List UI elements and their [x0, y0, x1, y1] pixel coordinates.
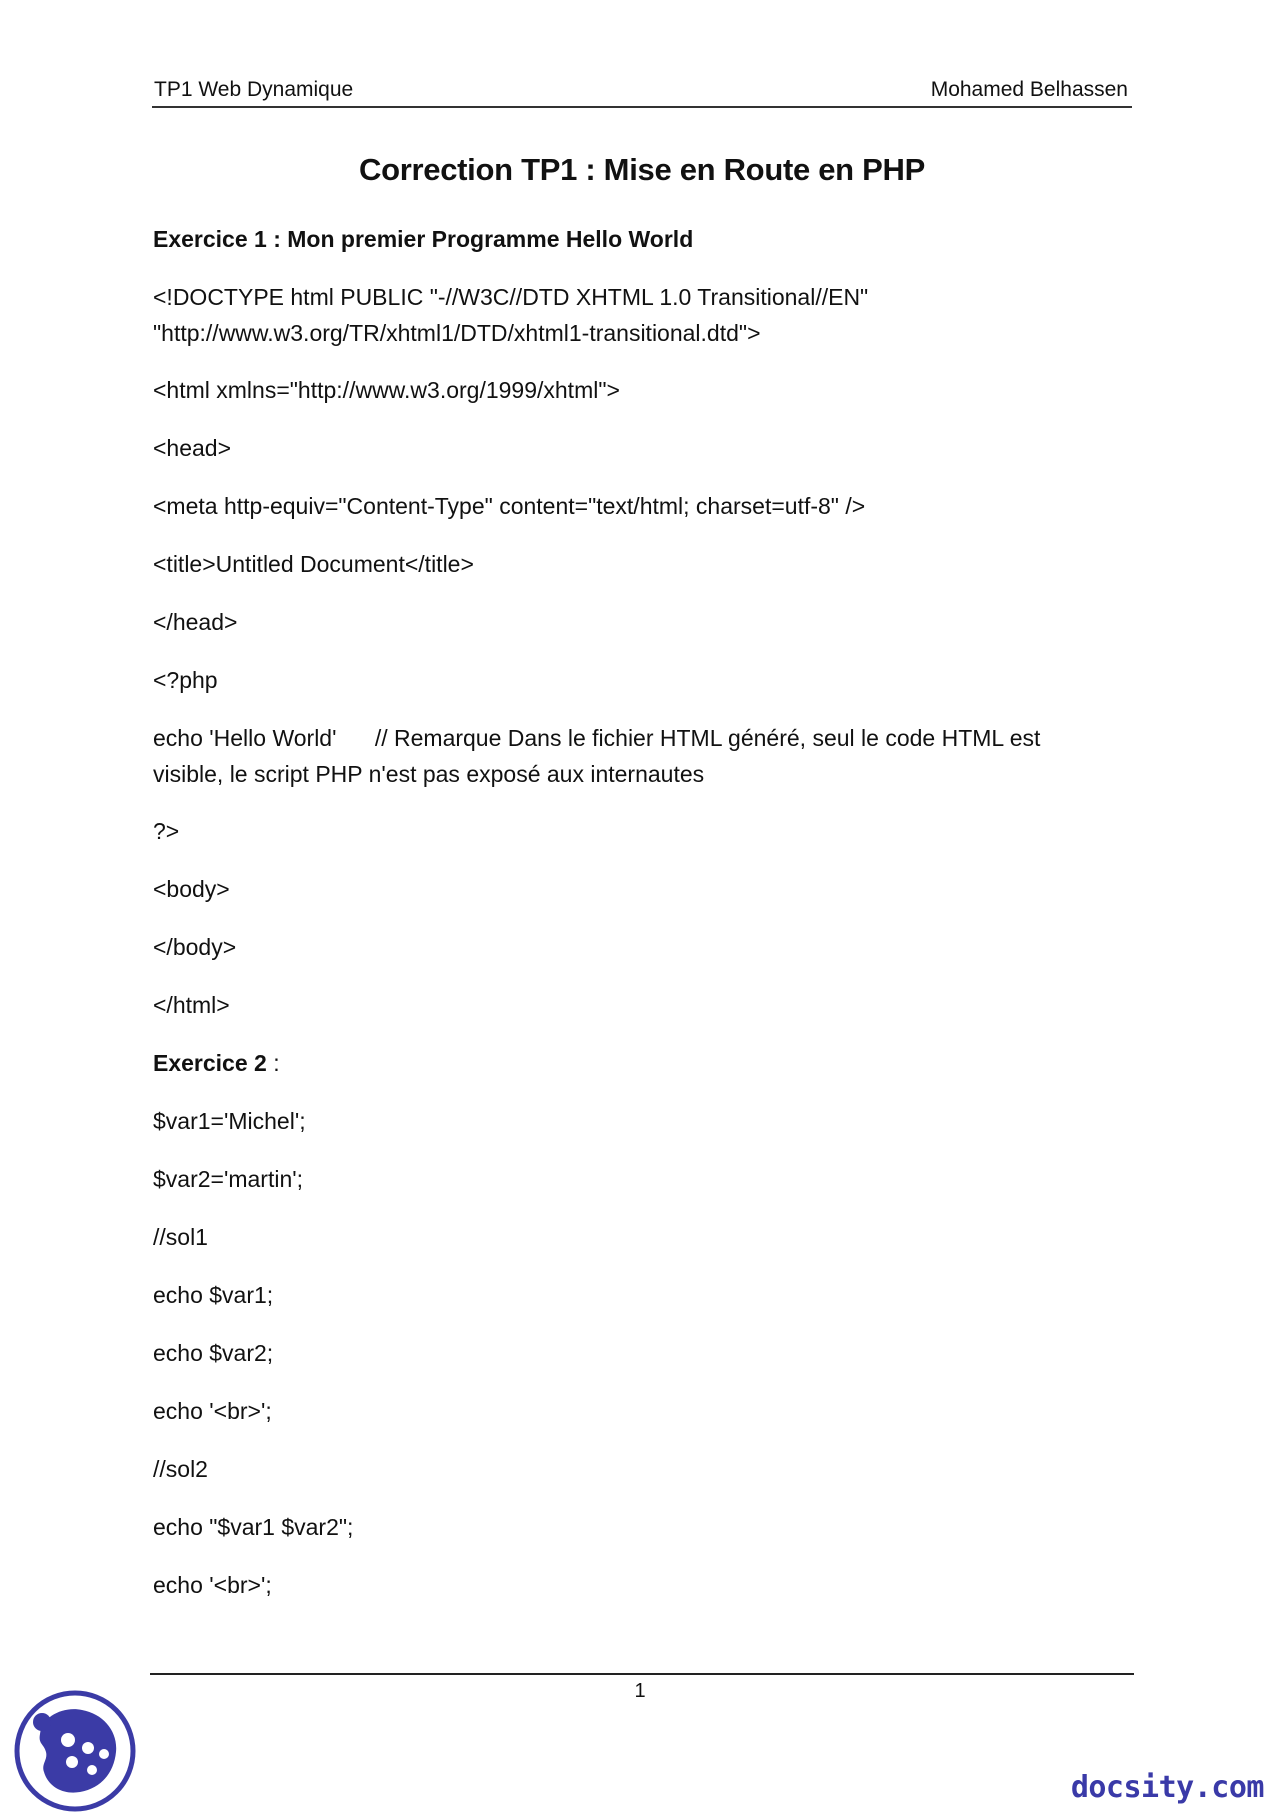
code-line: $var1='Michel';: [153, 1108, 306, 1134]
code-line: <title>Untitled Document</title>: [153, 551, 474, 577]
code-line: //sol2: [153, 1456, 208, 1482]
code-line: <?php: [153, 667, 218, 693]
code-line: <html xmlns="http://www.w3.org/1999/xhtml">: [153, 377, 620, 403]
exercise-2-heading: [153, 1045, 1083, 1081]
code-line: <!DOCTYPE html PUBLIC "-//W3C//DTD XHTML 1.0 Transitional//EN" "http://www.w3.org/TR/xhtml1/DTD/xhtml1-transitional.dtd">: [153, 284, 869, 346]
code-line: $var2='martin';: [153, 1166, 304, 1192]
code-line: echo 'Hello World' // Remarque Dans le fichier HTML généré, seul le code HTML est visible, le script PHP n'est pas exposé aux internautes: [153, 725, 1041, 787]
header-course-title: TP1 Web Dynamique: [154, 78, 354, 101]
code-line: <head>: [153, 435, 232, 461]
code-line: <body>: [153, 876, 230, 902]
code-line: echo $var2;: [153, 1340, 274, 1366]
code-line: //sol1: [153, 1224, 208, 1250]
code-line: </html>: [153, 992, 230, 1018]
document-title: Correction TP1 : Mise en Route en PHP: [359, 152, 925, 187]
code-line: echo '<br>';: [153, 1572, 272, 1598]
docsity-brand[interactable]: docsity.com: [1070, 1770, 1264, 1805]
docsity-logo-icon: [12, 1688, 138, 1814]
exercise-2-heading-suffix: :: [266, 1050, 280, 1076]
code-line: </body>: [153, 934, 237, 960]
footer-divider: [150, 1673, 1134, 1675]
code-line: echo $var1;: [153, 1282, 274, 1308]
code-line: ?>: [153, 818, 180, 844]
header-author: Mohamed Belhassen: [930, 78, 1128, 101]
code-line: </head>: [153, 609, 238, 635]
page-header: [152, 74, 1132, 108]
exercise-1-heading: Exercice 1 : Mon premier Programme Hello World: [153, 226, 694, 252]
code-line: <meta http-equiv="Content-Type" content="text/html; charset=utf-8" />: [153, 493, 866, 519]
exercise-2-heading-label: Exercice 2: [153, 1050, 267, 1076]
page-number: 1: [634, 1680, 646, 1702]
code-line: echo '<br>';: [153, 1398, 272, 1424]
code-line: echo "$var1 $var2";: [153, 1514, 354, 1540]
